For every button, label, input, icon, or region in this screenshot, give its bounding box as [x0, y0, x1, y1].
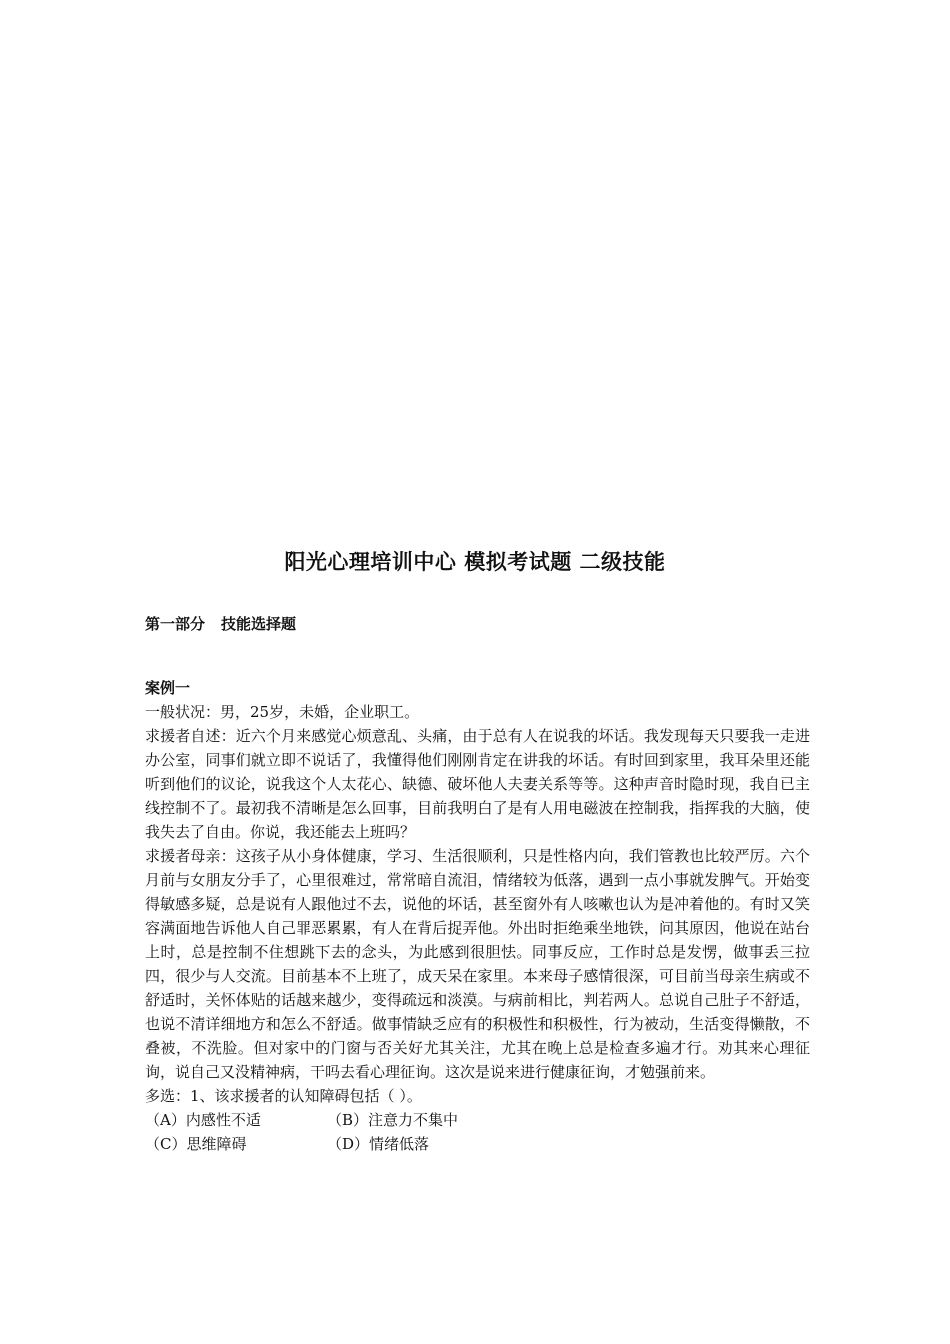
- document-body: [145, 612, 810, 1156]
- client-statement-paragraph: 求援者自述：近六个月来感觉心烦意乱、头痛，由于总有人在说我的坏话。我发现每天只要我一走进办公室，同事们就立即不说话了，我懂得他们刚刚肯定在讲我的坏话。有时回到家里，我耳朵里还能听到他们的议论，说我这个人太花心、缺德、破坏他人夫妻关系等等。这种声音时隐时现，我自已主线控制不了。最初我不清晰是怎么回事，目前我明白了是有人用电磁波在控制我，指挥我的大脑，使我失去了自由。你说，我还能去上班吗？: [145, 727, 810, 841]
- mother-statement-paragraph: 求援者母亲：这孩子从小身体健康，学习、生活很顺利，只是性格内向，我们管教也比较严厉。六个月前与女朋友分手了，心里很难过，常常暗自流泪，情绪较为低落，遇到一点小事就发脾气。开始变得敏感多疑，总是说有人跟他过不去，说他的坏话，甚至窗外有人咳嗽也认为是冲着他的。有时又笑容满面地告诉他人自己罪恶累累，有人在背后捉弄他。外出时拒绝乘坐地铁，问其原因，他说在站台上时，总是控制不住想跳下去的念头，为此感到很胆怯。同事反应，工作时总是发愣，做事丢三拉四，很少与人交流。目前基本不上班了，成天呆在家里。本来母子感情很深，可目前当母亲生病或不舒适时，关怀体贴的话越来越少，变得疏远和淡漠。与病前相比，判若两人。总说自己肚子不舒适，也说不清详细地方和怎么不舒适。做事情缺乏应有的积极性和积极性，行为被动，生活变得懒散，不叠被，不洗脸。但对家中的门窗与否关好尤其关注，尤其在晚上总是检查多遍才行。劝其来心理征询，说自己又没精神病，干吗去看心理征询。这次是说来进行健康征询，才勉强前来。: [145, 847, 810, 1081]
- answer-options: [145, 1108, 810, 1156]
- option-c: （C）思维障碍: [145, 1135, 247, 1153]
- page-title: 阳光心理培训中心 模拟考试题 二级技能: [284, 550, 666, 574]
- options-row: [145, 1108, 810, 1132]
- option-d: （D）情绪低落: [327, 1135, 430, 1153]
- section-heading: [145, 612, 810, 636]
- question-text: 多选：1、该求援者的认知障碍包括（ ）。: [145, 1087, 422, 1105]
- option-b: （B）注意力不集中: [327, 1111, 459, 1129]
- general-info-paragraph: 一般状况：男，25岁，未婚，企业职工。: [145, 703, 420, 721]
- section-name-label: 技能选择题: [221, 615, 297, 633]
- options-row: [145, 1132, 810, 1156]
- section-part-label: 第一部分: [145, 615, 206, 633]
- option-a: （A）内感性不适: [145, 1111, 261, 1129]
- case-heading: 案例一: [145, 679, 191, 697]
